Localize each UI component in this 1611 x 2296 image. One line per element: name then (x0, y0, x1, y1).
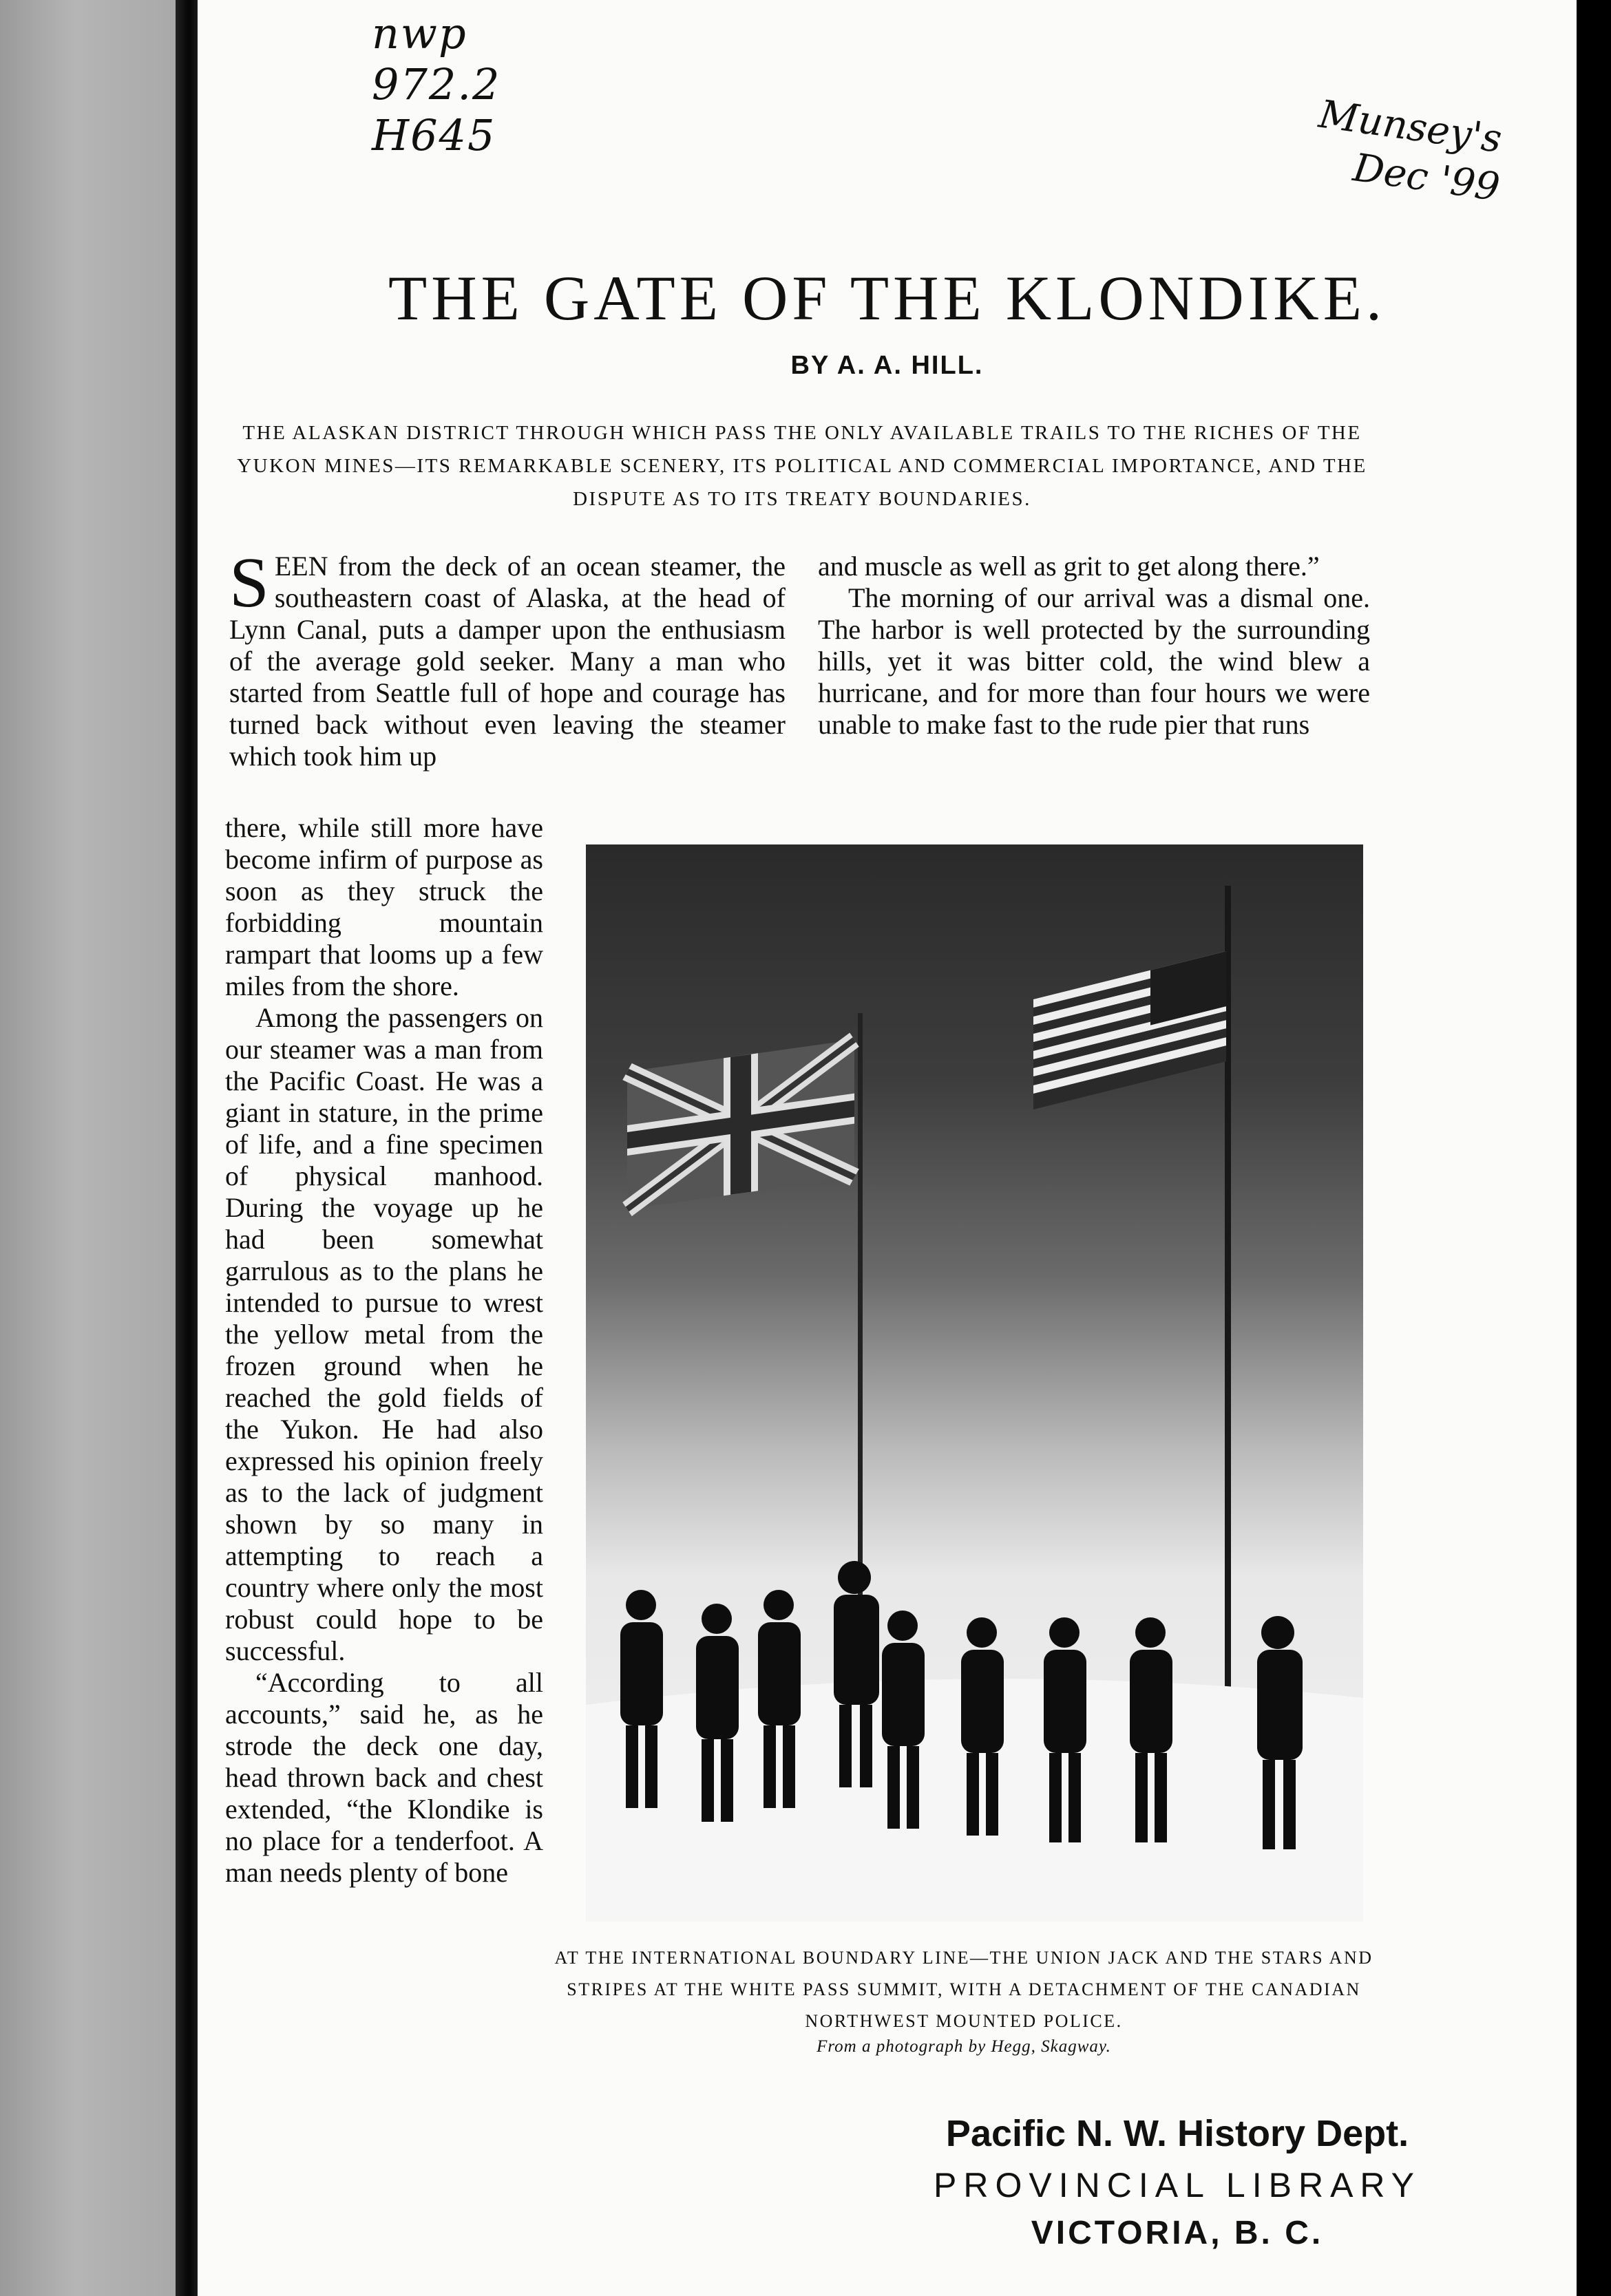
paragraph-continuation: and muscle as well as grit to get along there.” (818, 551, 1320, 582)
book-binding (0, 0, 186, 2296)
stamp-library: PROVINCIAL LIBRARY (934, 2166, 1421, 2204)
union-jack-flag (627, 1040, 854, 1209)
paragraph: The morning of our arrival was a dismal one. The harbor is well protected by the surrounding hills, yet it was bitter cold, the wind blew a hurricane, and for more than four hours we were unable to make fast to the rude pier that runs (818, 582, 1370, 740)
drop-cap: S (229, 543, 269, 622)
scan-border (1577, 0, 1611, 2296)
opening-text: EEN from the deck of an ocean steamer, the southeastern coast of Alaska, at the head of Lynn Canal, puts a damper upon the enthusiasm of the average gold seeker. Many a man who started from Seattle full of hope and courage has turned back without even leaving the steamer which took him up (229, 551, 786, 772)
article-byline: BY A. A. HILL. (790, 351, 984, 380)
photo-caption: AT THE INTERNATIONAL BOUNDARY LINE—THE UNION JACK AND THE STARS AND STRIPES AT THE WHITE PASS SUMMIT, WITH A DETACHMENT OF THE CANADIAN NORTHWEST MOUNTED POLICE. (554, 1948, 1373, 2031)
left-column-narrow (225, 812, 543, 1889)
opening-paragraph (229, 543, 786, 772)
library-stamp (867, 2106, 1487, 2257)
paragraph-continuation: there, while still more have become infirm of purpose as soon as they struck the forbidding mountain rampart that looms up a few miles from the shore. (225, 812, 543, 1001)
article-title: THE GATE OF THE KLONDIKE. (388, 263, 1386, 333)
paragraph: “According to all accounts,” said he, as he strode the deck one day, head thrown back and chest extended, “the Klondike is no place for a tenderfoot. A man needs plenty of bone (225, 1667, 543, 1888)
stamp-department: Pacific N. W. History Dept. (945, 2113, 1409, 2154)
source-note-line: Dec '99 (1350, 145, 1503, 211)
photo-credit: From a photograph by Hegg, Skagway. (817, 2037, 1111, 2056)
right-column-top (818, 551, 1370, 741)
call-number-line: nwp (372, 8, 467, 59)
call-number-line: H645 (372, 110, 496, 160)
handwritten-call-number (372, 8, 501, 161)
stars-and-stripes-flag (1033, 951, 1226, 1109)
left-column-top (229, 543, 786, 772)
boundary-photograph (586, 844, 1363, 1922)
paragraph: Among the passengers on our steamer was a man from the Pacific Coast. He was a giant in stature, in the prime of life, and a fine specimen of physical manhood. During the voyage up he had been somewhat garrulous as to the plans he intended to pursue to wrest the yellow metal from the frozen ground when he reached the gold fields of the Yukon. He had also expressed his opinion freely as to the lack of judgment shown by so many in attempting to reach a country where only the most robust could hope to be successful. (225, 1002, 543, 1666)
photo-illustration (586, 844, 1363, 1922)
binding-shadow (176, 0, 198, 2296)
call-number-line: 972.2 (372, 59, 501, 109)
source-note-line: Munsey's (1316, 92, 1505, 162)
article-deck: THE ALASKAN DISTRICT THROUGH WHICH PASS THE ONLY AVAILABLE TRAILS TO THE RICHES OF THE YUKON MINES—ITS REMARKABLE SCENERY, ITS POLITICAL AND COMMERCIAL IMPORTANCE, AND THE DISPUTE AS TO ITS TREATY BOUNDARIES. (237, 422, 1367, 510)
stamp-location: VICTORIA, B. C. (1031, 2215, 1324, 2251)
